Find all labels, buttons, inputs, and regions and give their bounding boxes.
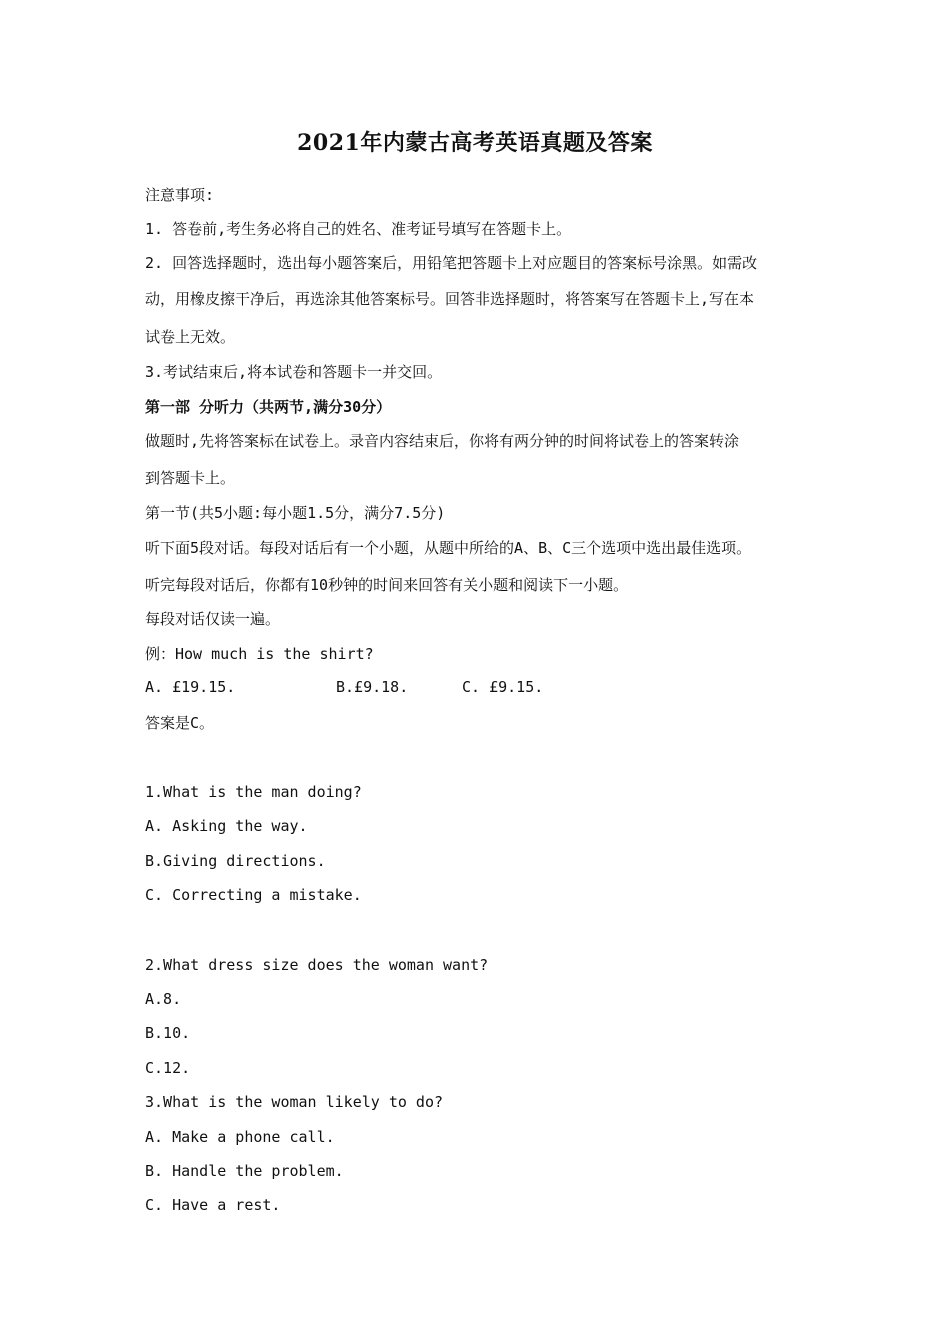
directions-line-1: 听下面5段对话。每段对话后有一个小题，从题中所给的A、B、C三个选项中选出最佳选项。 xyxy=(145,539,752,557)
question-2-option-a: A.8. xyxy=(145,990,182,1008)
question-2-stem: 2.What dress size does the woman want? xyxy=(145,956,489,974)
question-2-option-b: B.10. xyxy=(145,1024,191,1042)
question-2-option-c: C.12. xyxy=(145,1059,191,1077)
example-option-a: A. £19.15. xyxy=(145,678,236,696)
directions-line-2: 听完每段对话后，你都有10秒钟的时间来回答有关小题和阅读下一小题。 xyxy=(145,576,629,594)
question-3-option-c: C. Have a rest. xyxy=(145,1196,281,1214)
question-1-option-b: B.Giving directions. xyxy=(145,852,326,870)
example-option-b: B.£9.18. xyxy=(336,678,409,696)
notice-item-3: 3.考试结束后,将本试卷和答题卡一并交回。 xyxy=(145,363,443,381)
question-3-stem: 3.What is the woman likely to do? xyxy=(145,1093,444,1111)
notice-heading: 注意事项: xyxy=(145,186,215,204)
part1-instruction-line-1: 做题时,先将答案标在试卷上。录音内容结束后，你将有两分钟的时间将试卷上的答案转涂 xyxy=(145,432,740,450)
notice-item-2-line-3: 试卷上无效。 xyxy=(145,328,236,346)
part1-heading: 第一部 分听力（共两节,满分30分） xyxy=(145,398,392,416)
part1-instruction-line-2: 到答题卡上。 xyxy=(145,469,236,487)
example-question: 例：How much is the shirt? xyxy=(145,645,374,663)
notice-item-1: 1. 答卷前,考生务必将自己的姓名、准考证号填写在答题卡上。 xyxy=(145,220,572,238)
question-3-option-a: A. Make a phone call. xyxy=(145,1128,335,1146)
notice-item-2-line-1: 2. 回答选择题时，选出每小题答案后，用铅笔把答题卡上对应题目的答案标号涂黑。如需改 xyxy=(145,254,758,272)
example-option-c: C. £9.15. xyxy=(462,678,544,696)
question-1-stem: 1.What is the man doing? xyxy=(145,783,362,801)
question-1-option-c: C. Correcting a mistake. xyxy=(145,886,362,904)
question-3-option-b: B. Handle the problem. xyxy=(145,1162,344,1180)
example-answer: 答案是C。 xyxy=(145,714,215,732)
directions-line-3: 每段对话仅读一遍。 xyxy=(145,610,281,628)
notice-item-2-line-2: 动，用橡皮擦干净后，再选涂其他答案标号。回答非选择题时，将答案写在答题卡上,写在本 xyxy=(145,290,755,308)
page-title: 2021年内蒙古高考英语真题及答案 xyxy=(297,130,653,156)
section1-heading: 第一节(共5小题:每小题1.5分，满分7.5分) xyxy=(145,504,446,522)
question-1-option-a: A. Asking the way. xyxy=(145,817,308,835)
